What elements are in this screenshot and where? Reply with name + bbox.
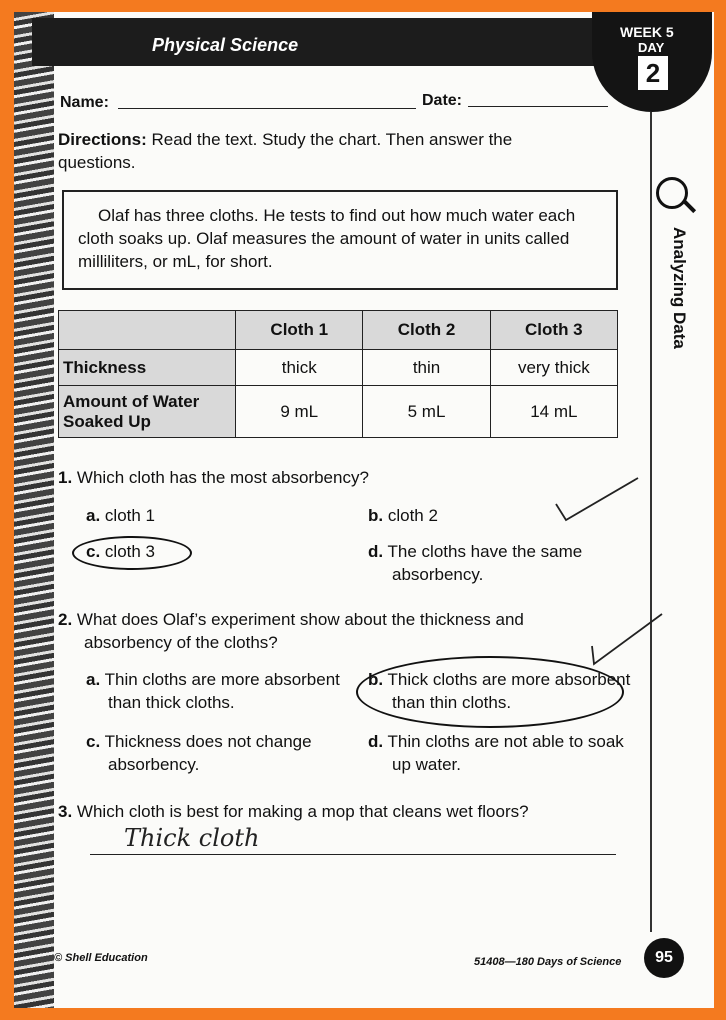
option-letter: d.: [368, 732, 384, 751]
question-number: 3.: [58, 802, 73, 821]
q2-option-c[interactable]: [86, 730, 368, 776]
handwritten-answer: Thick cloth: [124, 824, 260, 852]
torn-edge-decoration: [14, 12, 54, 1008]
q1-option-a[interactable]: [86, 504, 155, 527]
footer-left: © Shell Education: [54, 952, 148, 964]
option-text: cloth 3: [104, 542, 156, 561]
table-cell: 9 mL: [236, 386, 363, 438]
question-text: What does Olaf’s experiment show about the thickness and absorbency of the cloths?: [76, 610, 524, 652]
passage-box: [62, 190, 618, 290]
question-text: Which cloth is best for making a mop that cleans wet floors?: [76, 802, 529, 821]
directions: [58, 128, 558, 174]
table-header-cell: Cloth 3: [490, 311, 617, 350]
question-number: 2.: [58, 610, 73, 629]
date-field[interactable]: [468, 106, 608, 107]
option-letter: a.: [86, 506, 101, 525]
table-row: [59, 386, 618, 438]
option-text: cloth 2: [387, 506, 438, 525]
footer-right: 51408—180 Days of Science: [474, 956, 622, 968]
option-text: Thin cloths are more absorbent than thick cloths.: [104, 670, 340, 712]
table-cell: thick: [236, 350, 363, 386]
q1-option-d[interactable]: [368, 540, 632, 586]
week-day-badge: [592, 12, 712, 112]
name-field[interactable]: [118, 108, 416, 109]
question-1: [58, 466, 618, 489]
question-text: Which cloth has the most absorbency?: [76, 468, 369, 487]
option-letter: d.: [368, 542, 384, 561]
row-label: Thickness: [59, 350, 236, 386]
option-letter: c.: [86, 542, 101, 561]
option-text: Thick cloths are more absorbent than thin cloths.: [387, 670, 631, 712]
table-header-cell: [59, 311, 236, 350]
magnifier-icon: [656, 177, 688, 209]
option-letter: b.: [368, 670, 384, 689]
banner-title: Physical Science: [152, 35, 299, 55]
table-cell: 14 mL: [490, 386, 617, 438]
q2-option-d[interactable]: [368, 730, 642, 776]
answer-circle-mark: [72, 536, 192, 570]
week-label: WEEK 5: [620, 24, 674, 40]
question-number: 1.: [58, 468, 73, 487]
worksheet-page: [14, 12, 714, 1008]
option-letter: c.: [86, 732, 101, 751]
page-number: 95: [644, 938, 684, 978]
date-label: Date:: [422, 92, 463, 109]
directions-label: Directions:: [58, 130, 147, 149]
option-letter: b.: [368, 506, 384, 525]
option-letter: a.: [86, 670, 101, 689]
side-divider: [650, 112, 652, 932]
option-text: cloth 1: [104, 506, 156, 525]
answer-line[interactable]: [90, 854, 616, 855]
checkmark-icon: [552, 472, 642, 522]
directions-text: Read the text. Study the chart. Then answer the questions.: [58, 130, 513, 172]
option-text: Thickness does not change absorbency.: [104, 732, 312, 774]
q1-option-b[interactable]: [368, 504, 438, 527]
table-row: [59, 350, 618, 386]
q2-option-a[interactable]: [86, 668, 368, 714]
question-3: [58, 800, 628, 823]
table-cell: thin: [363, 350, 490, 386]
question-2: [58, 608, 604, 654]
side-title: Analyzing Data: [670, 227, 689, 349]
table-cell: 5 mL: [363, 386, 490, 438]
table-cell: very thick: [490, 350, 617, 386]
name-label: Name:: [60, 94, 109, 111]
header-banner: [32, 18, 632, 66]
row-label: Amount of Water Soaked Up: [59, 386, 236, 438]
option-text: The cloths have the same absorbency.: [387, 542, 583, 584]
day-label: DAY: [638, 40, 665, 55]
checkmark-icon: [586, 610, 666, 670]
cloth-data-table: [58, 310, 618, 438]
table-header-cell: Cloth 1: [236, 311, 363, 350]
passage-text: Olaf has three cloths. He tests to find out how much water each cloth soaks up. Olaf measures the amount of water in units called milliliters, or mL, for short.: [78, 206, 576, 271]
day-number: 2: [638, 56, 668, 90]
answer-circle-mark: [356, 656, 624, 728]
table-header-cell: Cloth 2: [363, 311, 490, 350]
table-header-row: [59, 311, 618, 350]
option-text: Thin cloths are not able to soak up water.: [387, 732, 624, 774]
